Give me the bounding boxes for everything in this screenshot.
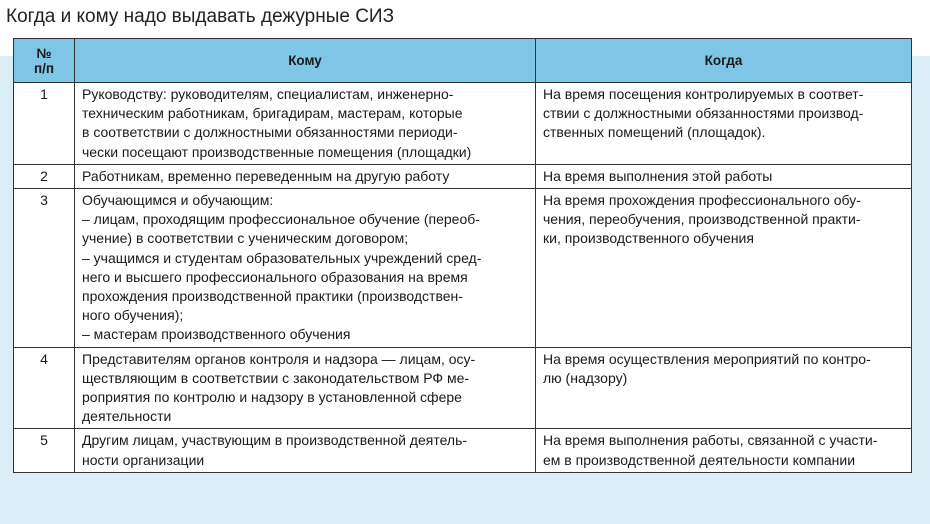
column-header-when: Когда bbox=[536, 39, 912, 83]
who-text-line: техническим работникам, бригадирам, мастерам, которые bbox=[82, 105, 463, 122]
who-text-line: – мастерам производственного обучения bbox=[82, 326, 351, 343]
page-title: Когда и кому надо выдавать дежурные СИЗ bbox=[6, 6, 395, 27]
when-text-line: ствии с должностными обязанностями производ- bbox=[543, 105, 864, 122]
table-row bbox=[14, 347, 912, 429]
column-header-num: № п/п bbox=[14, 39, 75, 83]
who-text-line: деятельности bbox=[82, 408, 172, 425]
table-row bbox=[14, 83, 912, 165]
who-text-line: роприятия по контролю и надзору в установленной сфере bbox=[82, 389, 462, 406]
who-text-line: ществляющим в соответствии с законодательством РФ ме- bbox=[82, 369, 470, 386]
table-row bbox=[14, 429, 912, 472]
cell-when bbox=[536, 164, 912, 188]
row-number: 2 bbox=[14, 164, 75, 188]
table-row bbox=[14, 189, 912, 348]
table-row bbox=[14, 164, 912, 188]
who-text-line: него и высшего профессионального образования на время bbox=[82, 268, 468, 285]
who-text-line: – учащимся и студентам образовательных учреждений сред- bbox=[82, 249, 482, 266]
siz-table bbox=[13, 38, 912, 473]
who-text-line: прохождения производственной практики (производствен- bbox=[82, 288, 463, 305]
who-text-line: Обучающимся и обучающим: bbox=[82, 192, 274, 209]
when-text-line: На время посещения контролируемых в соответ- bbox=[543, 86, 864, 102]
who-text-line: – лицам, проходящим профессиональное обучение (переоб- bbox=[82, 211, 480, 228]
cell-who bbox=[75, 347, 536, 429]
when-text-line: На время прохождения профессионального обу- bbox=[543, 192, 861, 209]
who-text-line: в соответствии с должностными обязанностями периоди- bbox=[82, 124, 458, 141]
when-text-line: чения, переобучения, производственной практи- bbox=[543, 211, 861, 228]
cell-when bbox=[536, 189, 912, 348]
when-text-line: ки, производственного обучения bbox=[543, 230, 754, 247]
who-text-line: Другим лицам, участвующим в производственной деятель- bbox=[82, 432, 468, 449]
when-text-line: На время выполнения работы, связанной с участи- bbox=[543, 432, 878, 449]
cell-who bbox=[75, 429, 536, 472]
who-text-line: Работникам, временно переведенным на другую работу bbox=[82, 167, 450, 184]
row-number: 5 bbox=[14, 429, 75, 472]
who-text-line: ного обучения); bbox=[82, 307, 184, 324]
cell-when bbox=[536, 429, 912, 472]
when-text-line: На время выполнения этой работы bbox=[543, 167, 773, 184]
when-text-line: ем в производственной деятельности компании bbox=[543, 451, 856, 468]
when-text-line: ственных помещений (площадок). bbox=[543, 124, 766, 141]
cell-when bbox=[536, 347, 912, 429]
cell-when bbox=[536, 83, 912, 165]
column-header-who: Кому bbox=[75, 39, 536, 83]
row-number: 3 bbox=[14, 189, 75, 348]
who-text-line: Представителям органов контроля и надзора — лицам, осу- bbox=[82, 350, 476, 367]
cell-who bbox=[75, 189, 536, 348]
who-text-line: учение) в соответствии с ученическим договором; bbox=[82, 230, 409, 247]
row-number: 1 bbox=[14, 83, 75, 165]
who-text-line: Руководству: руководителям, специалистам, инженерно- bbox=[82, 86, 454, 102]
who-text-line: ности организации bbox=[82, 451, 205, 468]
row-number: 4 bbox=[14, 347, 75, 429]
table-header-row bbox=[14, 39, 912, 83]
cell-who bbox=[75, 164, 536, 188]
who-text-line: чески посещают производственные помещения (площадки) bbox=[82, 143, 472, 160]
cell-who bbox=[75, 83, 536, 165]
when-text-line: лю (надзору) bbox=[543, 369, 628, 386]
when-text-line: На время осуществления мероприятий по контро- bbox=[543, 350, 871, 367]
